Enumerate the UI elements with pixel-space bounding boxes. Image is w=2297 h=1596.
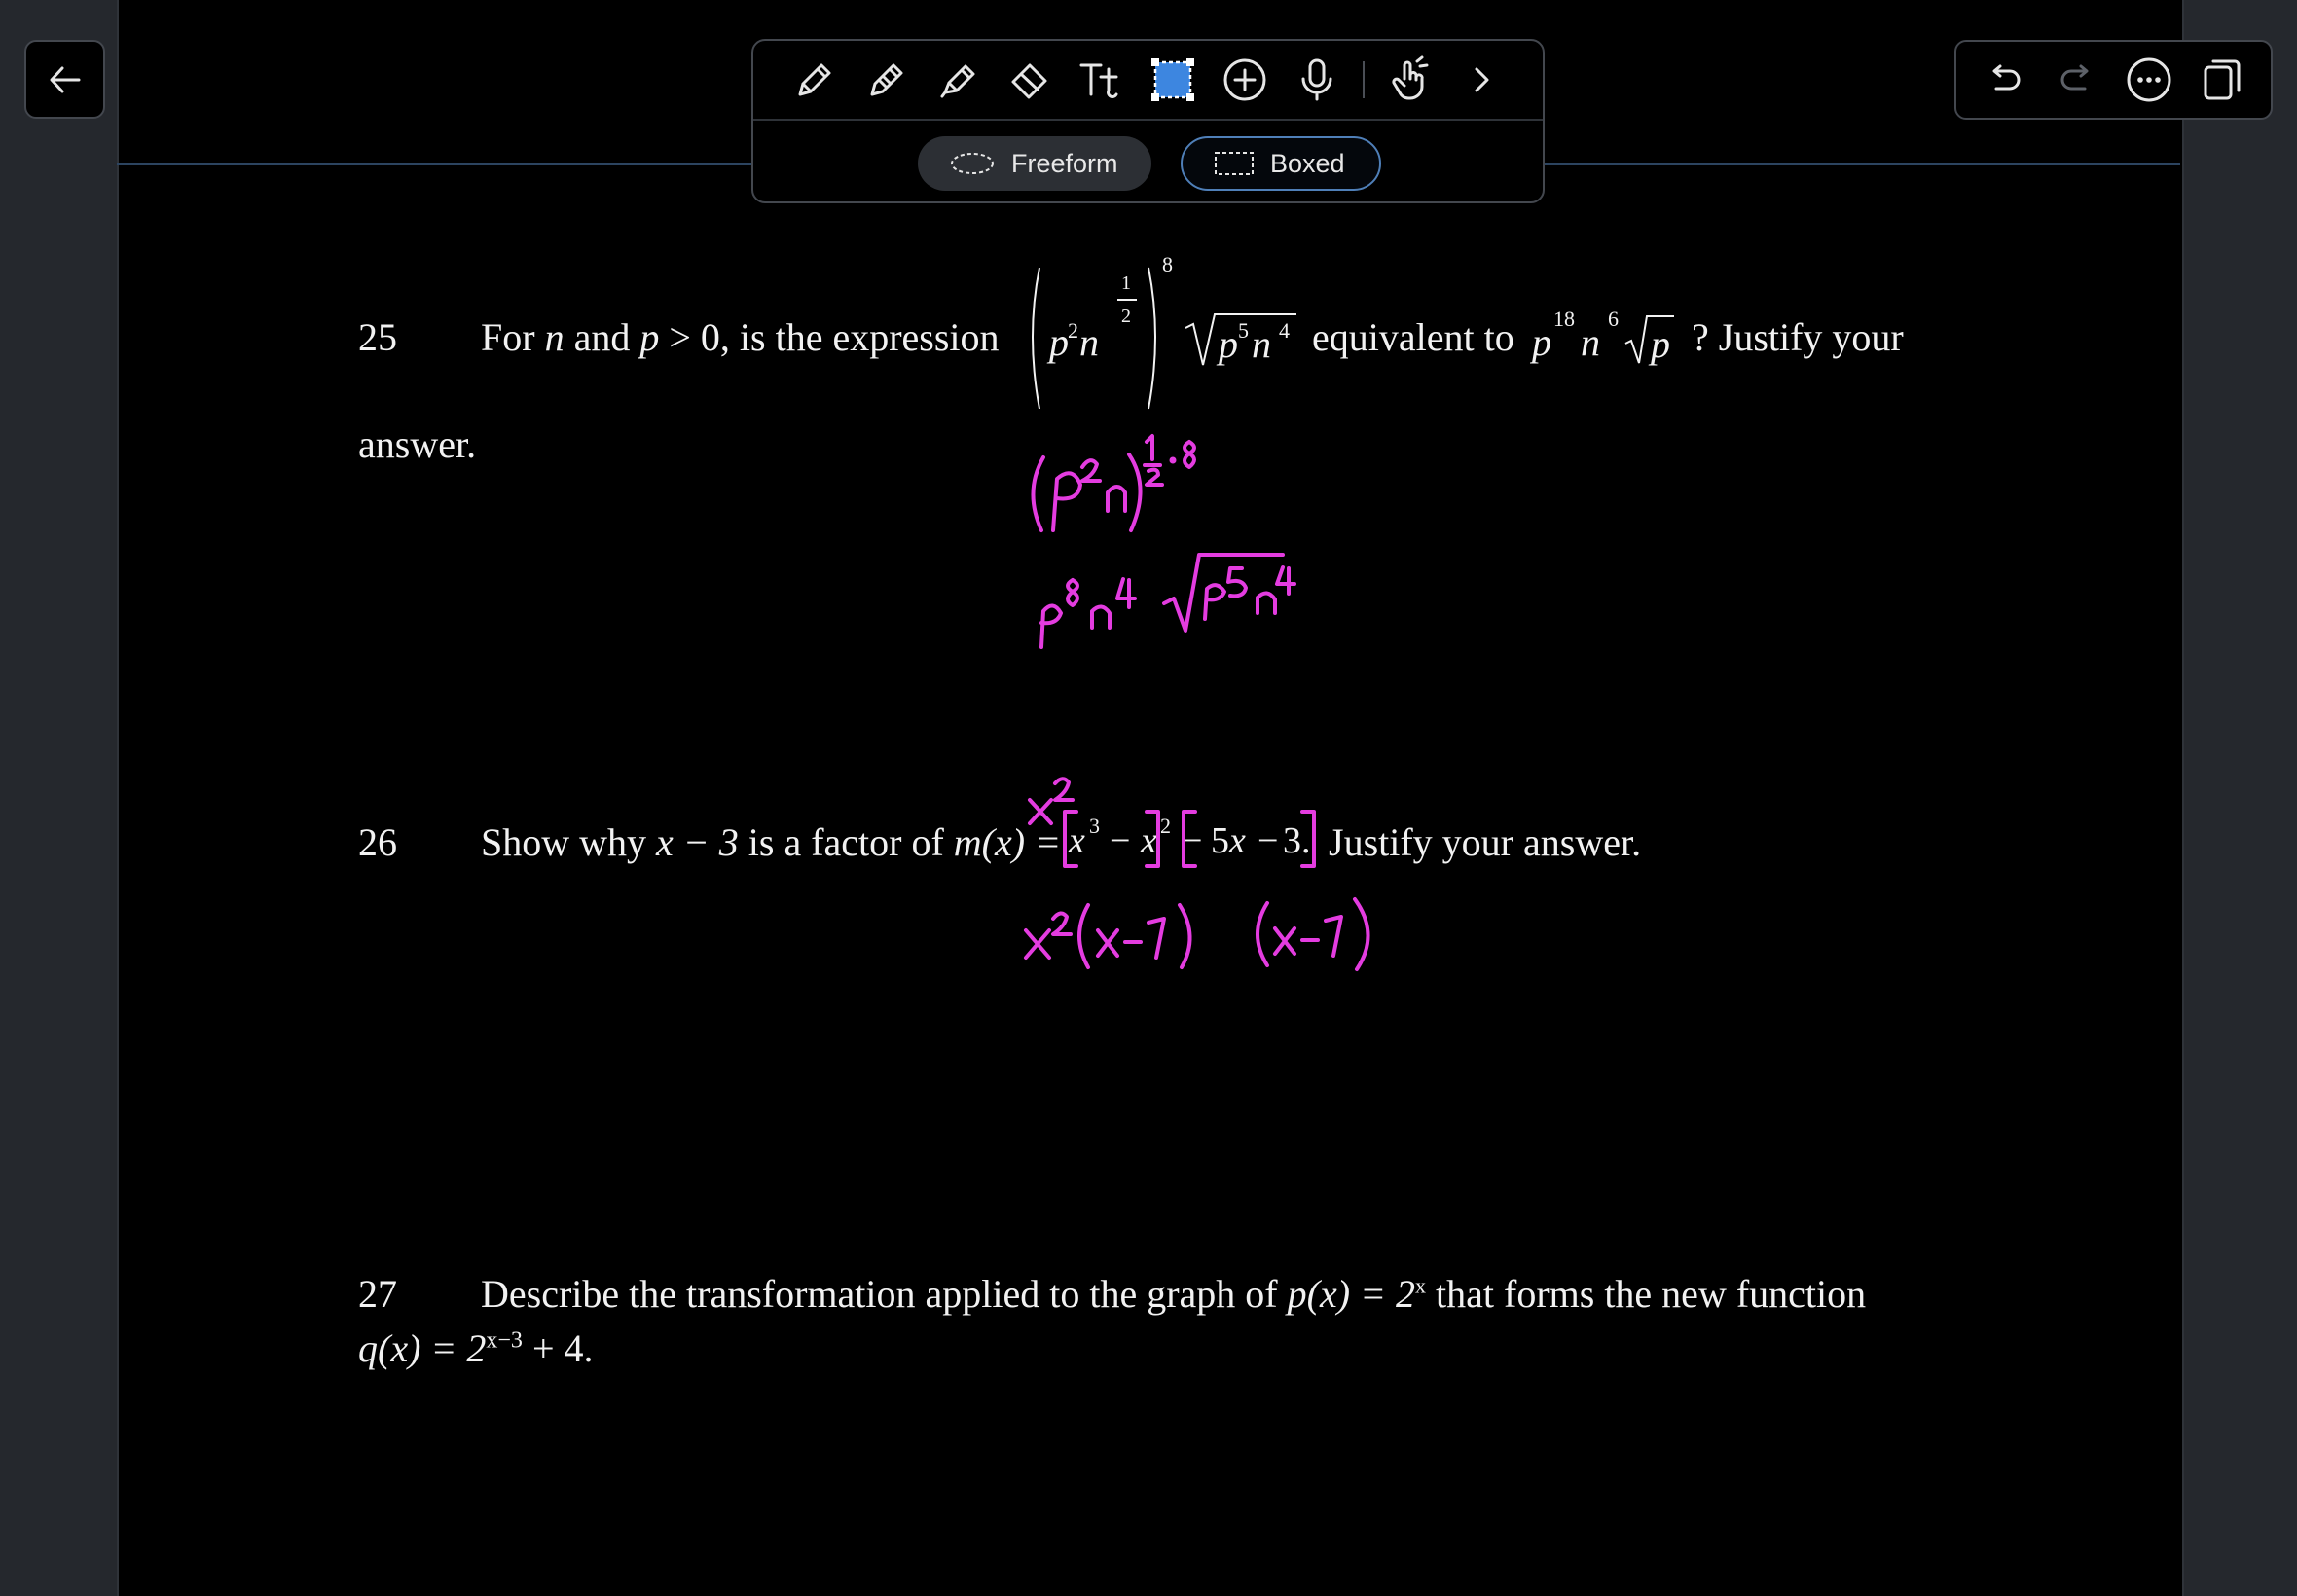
chevron-right-icon: [1457, 55, 1506, 104]
highlighter-tool[interactable]: [922, 46, 994, 114]
box-outline-icon: [1214, 150, 1255, 177]
add-icon: [1221, 55, 1269, 104]
pen-tool[interactable]: [779, 46, 851, 114]
svg-text:n: n: [1252, 322, 1271, 366]
question-27-number: 27: [358, 1272, 397, 1316]
drawing-toolbar: [751, 39, 1545, 203]
question-25-equiv: equivalent to: [1312, 315, 1514, 359]
tool-row: [753, 41, 1543, 121]
arrow-left-icon: [46, 60, 85, 99]
svg-text:−: −: [1182, 820, 1203, 861]
pages-icon[interactable]: [2200, 55, 2244, 104]
svg-text:18: 18: [1553, 307, 1575, 331]
boxed-mode-button[interactable]: [1181, 136, 1381, 191]
expand-toolbar-button[interactable]: [1445, 46, 1517, 114]
selection-mode-row: [753, 123, 1543, 202]
question-25-continuation: answer.: [358, 422, 477, 466]
svg-text:p: p: [1532, 320, 1551, 364]
lasso-select-icon: [1148, 55, 1197, 104]
svg-text:4: 4: [1279, 318, 1290, 343]
svg-text:x: x: [1141, 820, 1157, 861]
eraser-tool[interactable]: [994, 46, 1066, 114]
highlighter-icon: [933, 55, 982, 104]
touch-hand-icon: [1385, 55, 1434, 104]
svg-text:p: p: [1651, 322, 1670, 366]
question-26-end: Justify your answer.: [1329, 820, 1642, 864]
microphone-icon: [1293, 55, 1341, 104]
svg-text:x: x: [1069, 820, 1085, 861]
microphone-tool[interactable]: [1281, 46, 1353, 114]
undo-icon[interactable]: [1983, 57, 2027, 102]
svg-text:2: 2: [1068, 318, 1078, 343]
svg-text:1: 1: [1121, 272, 1131, 294]
svg-text:n: n: [1079, 320, 1099, 364]
svg-text:p: p: [1219, 322, 1238, 366]
add-tool[interactable]: [1209, 46, 1281, 114]
question-25-text: For n and p > 0, is the expression: [481, 315, 1000, 359]
touch-tool[interactable]: [1374, 46, 1446, 114]
svg-text:6: 6: [1608, 307, 1619, 331]
pen-icon: [790, 55, 839, 104]
svg-text:2: 2: [1160, 814, 1171, 838]
toolbar-separator: [1363, 61, 1365, 98]
svg-text:5x: 5x: [1211, 820, 1246, 861]
eraser-icon: [1005, 55, 1054, 104]
question-27-line2: $q(x) = 2^{x-3} + 4$.: [358, 1326, 594, 1370]
pencil-icon: [862, 55, 911, 104]
document-actions: [1954, 40, 2273, 120]
lasso-select-tool[interactable]: [1138, 46, 1210, 114]
more-icon[interactable]: [2125, 55, 2173, 104]
svg-text:3: 3: [1089, 814, 1100, 838]
back-button[interactable]: [24, 40, 105, 119]
question-25-number: 25: [358, 315, 397, 359]
svg-text:−: −: [1110, 820, 1131, 861]
freeform-mode-button[interactable]: [918, 136, 1151, 191]
svg-text:n: n: [1581, 320, 1600, 364]
question-26-text: Show why x − 3 is a factor of m(x) =: [481, 820, 1062, 864]
text-tool[interactable]: [1066, 46, 1138, 114]
svg-text:8: 8: [1162, 252, 1173, 276]
svg-text:2: 2: [1121, 306, 1131, 327]
question-25-justify: ? Justify your: [1692, 315, 1904, 359]
svg-text:p: p: [1049, 320, 1069, 364]
svg-text:−: −: [1258, 820, 1279, 861]
question-26-number: 26: [358, 820, 397, 864]
redo-icon[interactable]: [2054, 57, 2098, 102]
svg-text:3.: 3.: [1283, 820, 1311, 861]
lasso-outline-icon: [949, 150, 996, 177]
svg-text:5: 5: [1238, 318, 1249, 343]
document-page: [117, 0, 2184, 1596]
freeform-label: Freeform: [1011, 148, 1118, 178]
boxed-label: Boxed: [1270, 148, 1345, 178]
pencil-tool[interactable]: [851, 46, 923, 114]
text-tool-icon: [1077, 55, 1126, 104]
question-27-line1: Describe the transformation applied to the graph of $p(x) = 2^x$ that forms the new function: [481, 1272, 1867, 1316]
